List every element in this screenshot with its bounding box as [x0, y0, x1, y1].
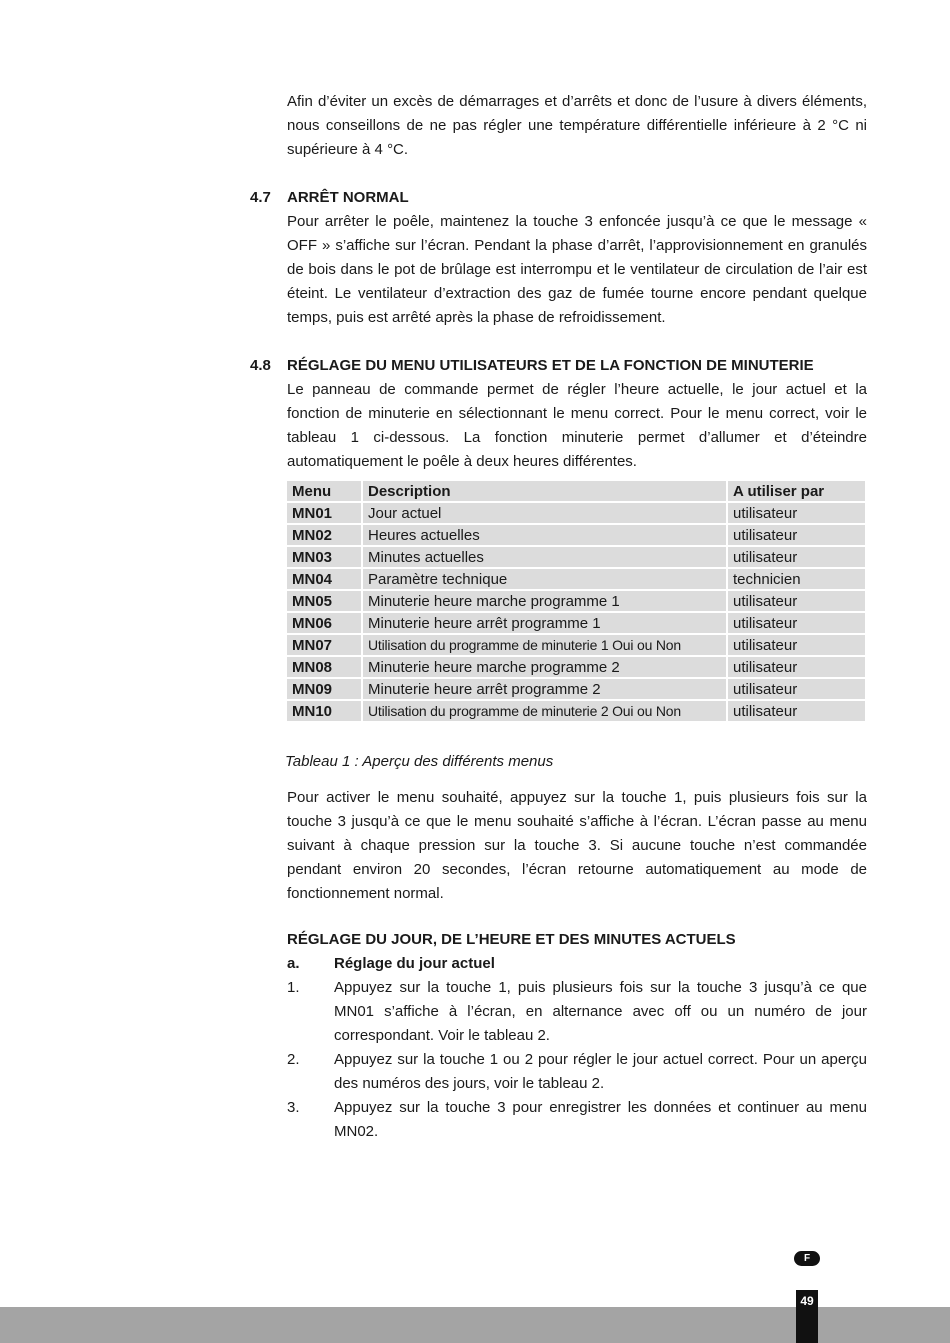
menu-used-by: utilisateur: [728, 591, 865, 611]
intro-paragraph: Afin d’éviter un excès de démarrages et d’arrêts et donc de l’usure à divers éléments, nous conseillons de ne pas régler une température différentielle inférieure à 2 °C ni supérieure à 4 °C.: [287, 93, 867, 158]
list-item: [287, 1096, 867, 1144]
section-4-7-heading: [250, 186, 409, 210]
menu-description: Minutes actuelles: [363, 547, 726, 567]
menu-used-by: utilisateur: [728, 701, 865, 721]
menu-description: Minuterie heure arrêt programme 2: [363, 679, 726, 699]
section-4-8-heading: [250, 354, 814, 378]
menu-description: Minuterie heure arrêt programme 1: [363, 613, 726, 633]
table-row: [287, 525, 865, 545]
menu-description: Utilisation du programme de minuterie 1 Oui ou Non: [363, 635, 726, 655]
step-number: 2.: [287, 1051, 300, 1068]
menu-used-by: utilisateur: [728, 657, 865, 677]
menu-description: Minuterie heure marche programme 1: [363, 591, 726, 611]
menu-code: MN10: [287, 701, 361, 721]
menu-code: MN07: [287, 635, 361, 655]
menu-code: MN03: [287, 547, 361, 567]
menu-used-by: utilisateur: [728, 635, 865, 655]
menu-used-by: utilisateur: [728, 547, 865, 567]
menu-description: Minuterie heure marche programme 2: [363, 657, 726, 677]
table-row: [287, 657, 865, 677]
section-title: RÉGLAGE DU MENU UTILISATEURS ET DE LA FONCTION DE MINUTERIE: [287, 357, 814, 374]
table-row: [287, 613, 865, 633]
step-text: Appuyez sur la touche 1 ou 2 pour régler le jour actuel correct. Pour un aperçu des numéros des jours, voir le tableau 2.: [334, 1051, 867, 1092]
table-row: [287, 503, 865, 523]
menu-table: [285, 479, 867, 723]
menu-code: MN04: [287, 569, 361, 589]
table-header-row: [287, 481, 865, 501]
menu-description: Utilisation du programme de minuterie 2 Oui ou Non: [363, 701, 726, 721]
section-number: 4.8: [250, 357, 271, 374]
step-text: Appuyez sur la touche 3 pour enregistrer les données et continuer au menu MN02.: [334, 1099, 867, 1140]
list-item: [287, 976, 867, 1048]
menu-used-by: technicien: [728, 569, 865, 589]
menu-code: MN01: [287, 503, 361, 523]
table-row: [287, 591, 865, 611]
settings-heading: RÉGLAGE DU JOUR, DE L’HEURE ET DES MINUTES ACTUELS: [287, 931, 736, 948]
table-row: [287, 679, 865, 699]
header-used-by: A utiliser par: [728, 481, 865, 501]
header-menu: Menu: [287, 481, 361, 501]
table-row: [287, 547, 865, 567]
section-4-7-paragraph: Pour arrêter le poêle, maintenez la touche 3 enfoncée jusqu’à ce que le message « OFF » s’affiche sur l’écran. Pendant la phase d’arrêt, l’approvisionnement en granulés de bois dans le pot de brûlage est interrompu et le ventilateur de circulation de l’air est éteint. Le ventilateur d’extraction des gaz de fumée tourne encore pendant quelque temps, puis est arrêté après la phase de refroidissement.: [287, 213, 867, 326]
table-row: [287, 635, 865, 655]
subsection-title: Réglage du jour actuel: [334, 955, 495, 972]
step-text: Appuyez sur la touche 1, puis plusieurs fois sur la touche 3 jusqu’à ce que MN01 s’affiche à l’écran, en alternance avec off ou un numéro de jour correspondant. Voir le tableau 2.: [334, 979, 867, 1044]
menu-code: MN06: [287, 613, 361, 633]
step-number: 1.: [287, 979, 300, 996]
menu-used-by: utilisateur: [728, 613, 865, 633]
header-description: Description: [363, 481, 726, 501]
menu-code: MN02: [287, 525, 361, 545]
section-number: 4.7: [250, 189, 271, 206]
activation-paragraph: Pour activer le menu souhaité, appuyez sur la touche 1, puis plusieurs fois sur la touche 3 jusqu’à ce que le menu souhaité s’affiche à l’écran. L’écran passe au menu suivant à chaque pression sur la touche 3. Si aucune touche n’est commandée pendant environ 20 secondes, l’écran retourne automatiquement au mode de fonctionnement normal.: [287, 789, 867, 902]
language-badge: F: [794, 1251, 820, 1266]
page-number: 49: [796, 1290, 818, 1343]
section-title: ARRÊT NORMAL: [287, 189, 409, 206]
list-item: [287, 1048, 867, 1096]
section-4-8-paragraph: Le panneau de commande permet de régler l’heure actuelle, le jour actuel et la fonction de minuterie en sélectionnant le menu correct. Pour le menu correct, voir le tableau 1 ci-dessous. La fonction minuterie permet d’allumer et d’éteindre automatiquement le poêle à deux heures différentes.: [287, 381, 867, 470]
settings-steps: [287, 952, 867, 1144]
settings-subsection: [287, 952, 867, 976]
menu-used-by: utilisateur: [728, 679, 865, 699]
table-caption: Tableau 1 : Aperçu des différents menus: [285, 753, 554, 770]
menu-used-by: utilisateur: [728, 503, 865, 523]
table-row: [287, 701, 865, 721]
menu-description: Paramètre technique: [363, 569, 726, 589]
menu-used-by: utilisateur: [728, 525, 865, 545]
menu-description: Heures actuelles: [363, 525, 726, 545]
menu-code: MN09: [287, 679, 361, 699]
menu-code: MN08: [287, 657, 361, 677]
table-row: [287, 569, 865, 589]
menu-code: MN05: [287, 591, 361, 611]
step-number: 3.: [287, 1099, 300, 1116]
menu-description: Jour actuel: [363, 503, 726, 523]
subsection-marker: a.: [287, 955, 300, 972]
